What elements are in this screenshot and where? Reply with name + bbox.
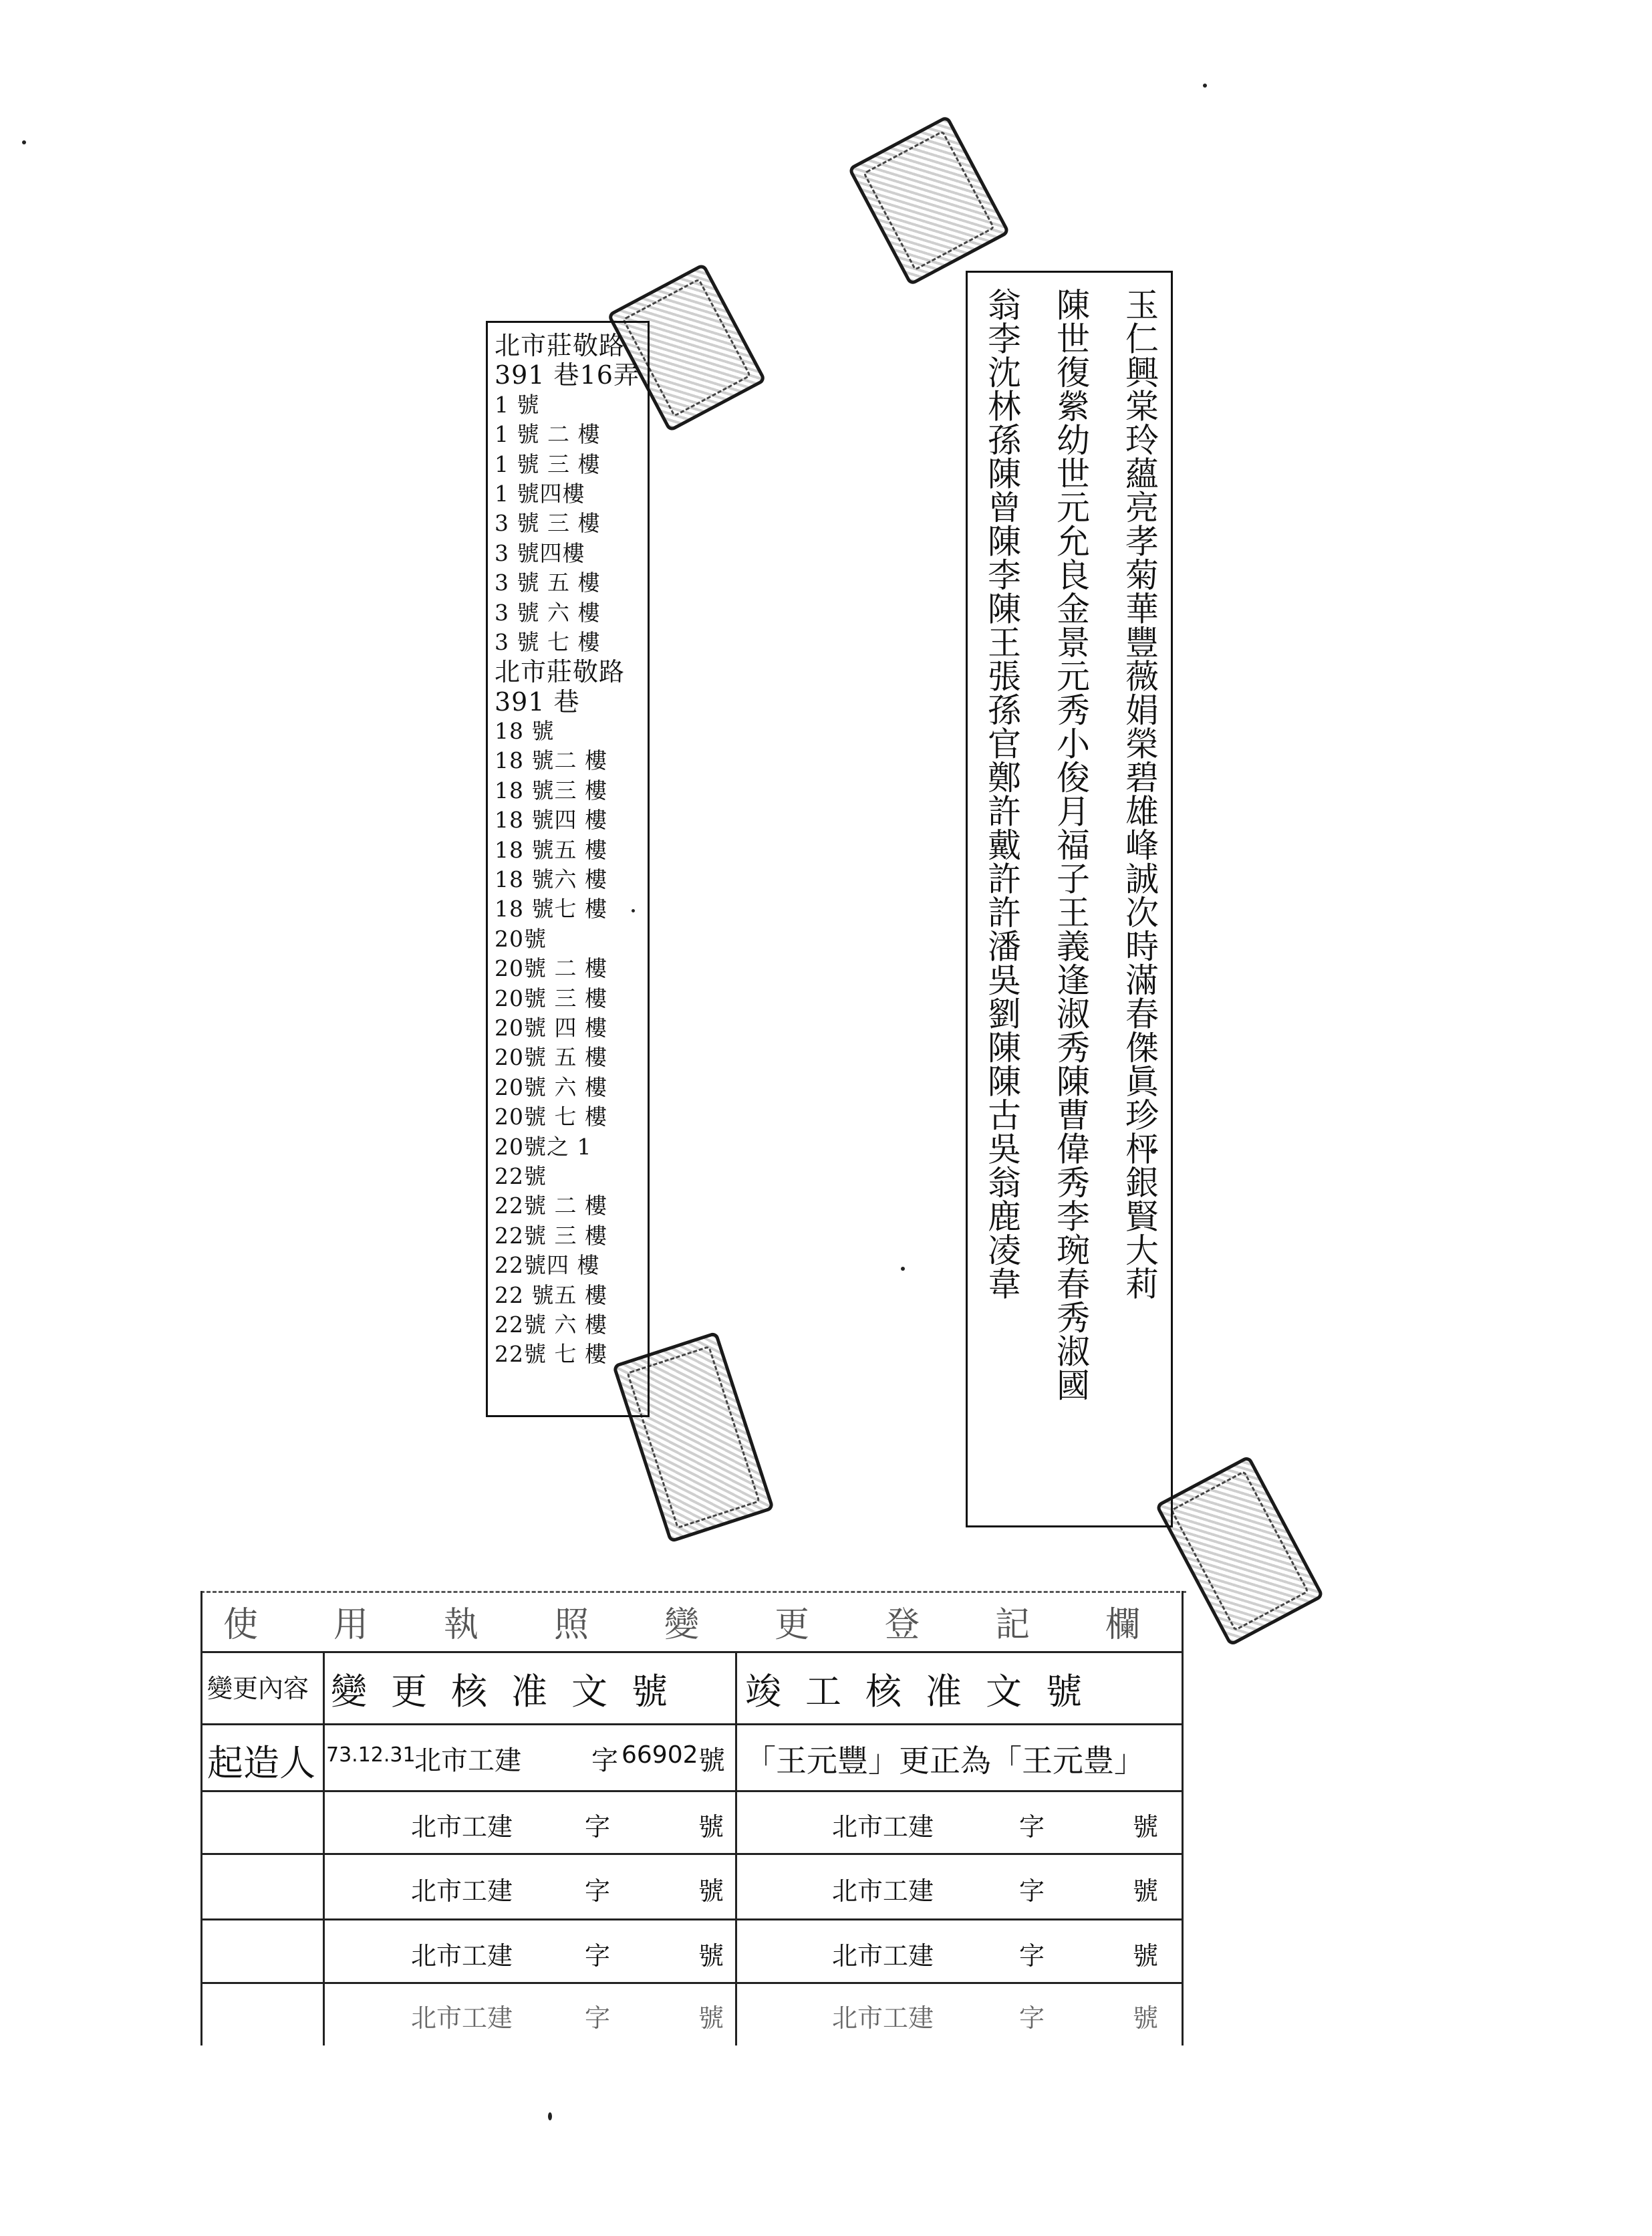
header-change-content: 變更內容: [207, 1674, 309, 1703]
row-prefix: 北市工建: [411, 1812, 513, 1842]
address-line: 22號 二 樓: [495, 1193, 607, 1219]
row-completion-hao: 號: [1133, 1941, 1159, 1971]
table-title-char: 執: [443, 1605, 478, 1645]
row-completion-prefix: 北市工建: [832, 2003, 934, 2033]
address-line: 22 號五 樓: [495, 1281, 607, 1308]
address-line: 3 號 三 樓: [495, 510, 601, 537]
row-hao: 號: [698, 1745, 725, 1776]
address-line: 3 號 五 樓: [495, 570, 601, 596]
address-line: 3 號 六 樓: [495, 599, 601, 626]
row-completion-note: 「王元豐」更正為「王元豊」: [745, 1743, 1145, 1779]
row-date: 73.12.31: [326, 1743, 416, 1767]
names-column-1: 玉仁興棠玲蘊亮孝菊華豐薇娟榮碧雄峰誠次時滿春傑眞珍枰銀賢大莉: [1120, 287, 1159, 1300]
address-line: 20號之 1: [495, 1133, 592, 1160]
grid-line: [200, 1723, 1183, 1725]
row-prefix: 北市工建: [414, 1745, 521, 1776]
address-line: 18 號: [495, 718, 555, 745]
address-line: 22號: [495, 1162, 547, 1189]
row-completion-zi: 字: [1019, 1941, 1045, 1971]
row-zi: 字: [585, 2003, 611, 2033]
address-line: 1 號 三 樓: [495, 451, 601, 477]
header-change-approval-no: 變更核准文號: [331, 1670, 692, 1713]
row-change-content: 起造人: [207, 1742, 315, 1784]
grid-line: [200, 1591, 202, 2045]
seal-stamp: [847, 115, 1010, 286]
address-line: 18 號三 樓: [495, 777, 607, 803]
scan-speck: [22, 140, 26, 144]
row-hao: 號: [698, 1876, 724, 1906]
table-title-char: 欄: [1105, 1605, 1140, 1645]
row-zi: 字: [585, 1812, 611, 1842]
row-prefix: 北市工建: [411, 1876, 513, 1906]
address-line: 22號 七 樓: [495, 1341, 607, 1368]
row-completion-prefix: 北市工建: [832, 1876, 934, 1906]
row-completion-zi: 字: [1019, 1876, 1045, 1906]
row-zi: 字: [585, 1876, 611, 1906]
address-line: 1 號 二 樓: [495, 421, 601, 448]
row-prefix: 北市工建: [411, 2003, 513, 2033]
address-line: 北市莊敬路: [495, 657, 626, 687]
table-title-char: 照: [553, 1605, 589, 1645]
table-title-char: 使: [223, 1605, 258, 1645]
scan-speck: [1203, 84, 1207, 88]
address-line: 22號 六 樓: [495, 1311, 607, 1338]
row-zi: 字: [585, 1941, 611, 1971]
table-title-char: 登: [884, 1605, 920, 1645]
grid-line: [323, 1651, 325, 2045]
grid-line: [1182, 1591, 1184, 2045]
address-line: 20號 五 樓: [495, 1044, 607, 1071]
row-completion-hao: 號: [1133, 2003, 1159, 2033]
address-line: 18 號七 樓: [495, 896, 607, 922]
table-title-char: 記: [994, 1605, 1030, 1645]
change-registration-table: [200, 1591, 1190, 2052]
address-line: 3 號 七 樓: [495, 628, 601, 655]
names-column-2: 陳世復縈幼世元允良金景元秀小俊月福子王義逢淑秀陳曹偉秀李琬春秀淑國: [1051, 287, 1090, 1402]
address-line: 20號 四 樓: [495, 1014, 607, 1041]
scan-speck: [901, 1267, 905, 1271]
address-line: 20號 七 樓: [495, 1104, 607, 1130]
address-line: 20號 二 樓: [495, 955, 607, 982]
address-line: 18 號二 樓: [495, 747, 607, 774]
address-line: 391 巷: [495, 687, 580, 717]
table-title-char: 變: [664, 1605, 699, 1645]
scan-speck: [548, 2112, 552, 2120]
address-line: 22號四 樓: [495, 1252, 600, 1279]
table-top-border: [200, 1591, 1186, 1593]
row-completion-zi: 字: [1019, 1812, 1045, 1842]
address-line: 22號 三 樓: [495, 1222, 607, 1249]
grid-line: [200, 1853, 1183, 1855]
grid-line: [735, 1651, 737, 2045]
row-completion-prefix: 北市工建: [832, 1941, 934, 1971]
row-completion-zi: 字: [1019, 2003, 1045, 2033]
owner-names-box: [966, 271, 1173, 1527]
address-list-box: [486, 321, 650, 1417]
row-completion-hao: 號: [1133, 1812, 1159, 1842]
row-hao: 號: [698, 2003, 724, 2033]
row-number: 66902: [622, 1741, 698, 1769]
row-completion-prefix: 北市工建: [832, 1812, 934, 1842]
row-zi: 字: [591, 1745, 618, 1776]
address-line: 1 號: [495, 391, 540, 418]
address-line: 20號 六 樓: [495, 1074, 607, 1100]
address-line: 20號: [495, 925, 547, 952]
table-title-char: 用: [333, 1605, 368, 1645]
address-line: 1 號四樓: [495, 480, 585, 507]
grid-line: [200, 1790, 1183, 1792]
address-line: 18 號六 樓: [495, 866, 607, 893]
row-hao: 號: [698, 1941, 724, 1971]
row-prefix: 北市工建: [411, 1941, 513, 1971]
names-column-3: 翁李沈林孫陳曾陳李陳王張孫官鄭許戴許許潘吳劉陳陳古吳翁鹿凌韋: [982, 287, 1021, 1300]
grid-line: [200, 1651, 1183, 1653]
row-completion-hao: 號: [1133, 1876, 1159, 1906]
address-line: 18 號五 樓: [495, 836, 607, 863]
address-line: 北市莊敬路: [495, 331, 626, 360]
table-title-char: 更: [774, 1605, 809, 1645]
address-line: 20號 三 樓: [495, 985, 607, 1011]
grid-line: [200, 1918, 1183, 1920]
address-line: 391 巷16弄: [495, 360, 640, 390]
address-line: 18 號四 樓: [495, 807, 607, 834]
grid-line: [200, 1982, 1183, 1984]
header-completion-approval-no: 竣工核准文號: [745, 1670, 1106, 1713]
row-hao: 號: [698, 1812, 724, 1842]
address-line: 3 號四樓: [495, 539, 585, 566]
